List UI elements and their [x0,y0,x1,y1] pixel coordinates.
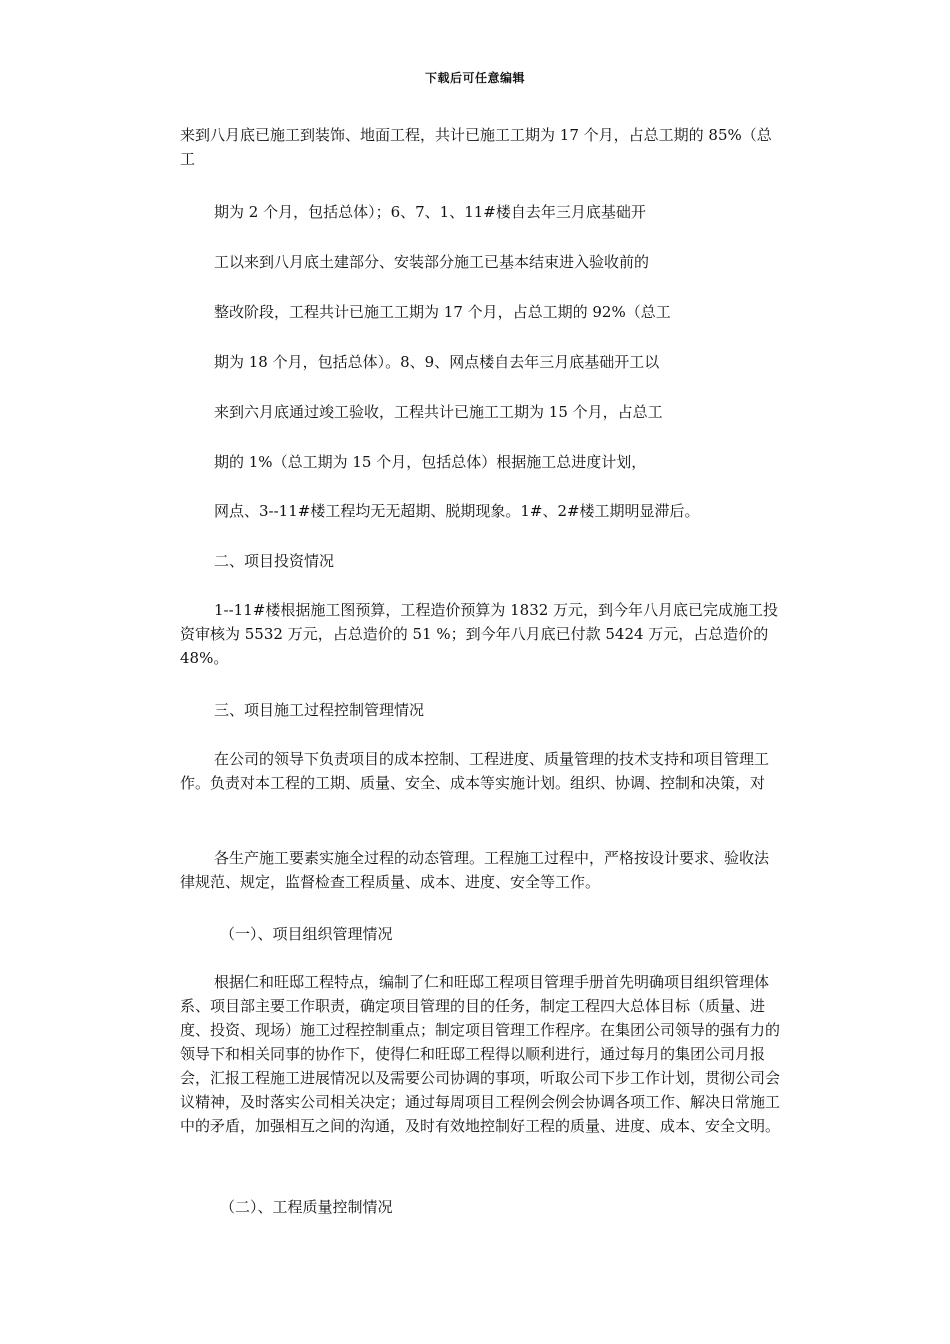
paragraph-responsibility: 在公司的领导下负责项目的成本控制、工程进度、质量管理的技术支持和项目管理工作。负责对本工程的工期、质量、安全、成本等实施计划。组织、协调、控制和决策，对 [180,750,770,792]
paragraph-dynamic-management: 各生产施工要素实施全过程的动态管理。工程施工过程中，严格按设计要求、验收法律规范、规定，监督检查工程质量、成本、进度、安全等工作。 [180,849,770,891]
paragraph-line: 期的 1%（总工期为 15 个月，包括总体）根据施工总进度计划， [214,453,647,471]
section-heading-process-control: 三、项目施工过程控制管理情况 [214,701,425,719]
paragraph-line: 网点、3--11#楼工程均无无超期、脱期现象。1#、2#楼工期明显滞后。 [214,502,700,520]
page-header: 下载后可任意编辑 [424,71,525,85]
paragraph-line: 期为 18 个月，包括总体）。8、9、网点楼自去年三月底基础开工以 [214,353,660,371]
paragraph-line: 期为 2 个月，包括总体）；6、7、1、11#楼自去年三月底基础开 [214,203,646,221]
paragraph-organization: 根据仁和旺邸工程特点，编制了仁和旺邸工程项目管理手册首先明确项目组织管理体系、项目部主要工作职责，确定项目管理的目的任务，制定工程四大总体目标（质量、进度、投资、现场）施工过程控制重点；制定项目管理工作程序。在集团公司领导的强有力的领导下和相关同事的协作下，使得仁和旺邸工程得以顺利进行，通过每月的集团公司月报会，汇报工程施工进展情况以及需要公司协调的事项，听取公司下步工作计划，贯彻公司会议精神，及时落实公司相关决定；通过每周项目工程例会例会协调各项工作、解决日常施工中的矛盾，加强相互之间的沟通，及时有效地控制好工程的质量、进度、成本、安全文明。 [180,973,781,1135]
paragraph-line: 来到六月底通过竣工验收，工程共计已施工工期为 15 个月，占总工 [214,403,663,421]
subsection-heading-organization: （一）、项目组织管理情况 [220,925,393,943]
paragraph-schedule-intro: 来到八月底已施工到装饰、地面工程，共计已施工工期为 17 个月，占总工期的 85%（总工 [180,126,772,168]
paragraph-line: 工以来到八月底土建部分、安装部分施工已基本结束进入验收前的 [214,253,650,271]
paragraph-investment: 1--11#楼根据施工图预算，工程造价预算为 1832 万元，到今年八月底已完成施工投资审核为 5532 万元，占总造价的 51 %；到今年八月底已付款 5424 万元，占总造价的 48%。 [180,601,779,667]
section-heading-investment: 二、项目投资情况 [214,552,335,570]
subsection-heading-quality: （二）、工程质量控制情况 [220,1198,393,1216]
paragraph-line: 整改阶段，工程共计已施工工期为 17 个月，占总工期的 92%（总工 [214,303,671,321]
